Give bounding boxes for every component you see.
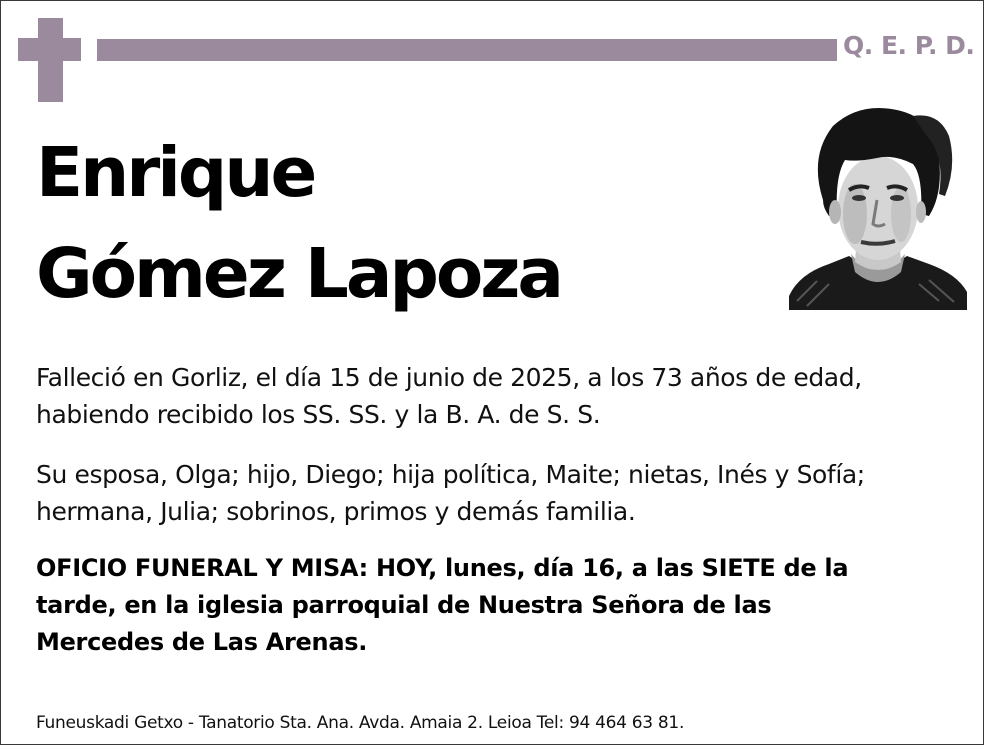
- family-paragraph: Su esposa, Olga; hijo, Diego; hija política, Maite; nietas, Inés y Sofía; hermana, Julia; sobrinos, primos y demás familia.: [36, 460, 865, 526]
- funeral-paragraph: OFICIO FUNERAL Y MISA: HOY, lunes, día 16, a las SIETE de la tarde, en la iglesia parroquial de Nuestra Señora de las Mercedes de Las Arenas.: [36, 554, 849, 656]
- cross-icon-bar: [18, 38, 81, 61]
- deceased-first-name: Enrique: [36, 133, 315, 213]
- death-notice-paragraph: Falleció en Gorliz, el día 15 de junio de 2025, a los 73 años de edad, habiendo recibido los SS. SS. y la B. A. de S. S.: [36, 363, 862, 429]
- qepd-label: Q. E. P. D.: [843, 31, 975, 60]
- funeral-home-footer: Funeuskadi Getxo - Tanatorio Sta. Ana. Avda. Amaia 2. Leioa Tel: 94 464 63 81.: [36, 713, 685, 733]
- deceased-surnames: Gómez Lapoza: [36, 234, 561, 314]
- deceased-portrait-photo: [789, 96, 967, 310]
- header-band: [97, 39, 837, 61]
